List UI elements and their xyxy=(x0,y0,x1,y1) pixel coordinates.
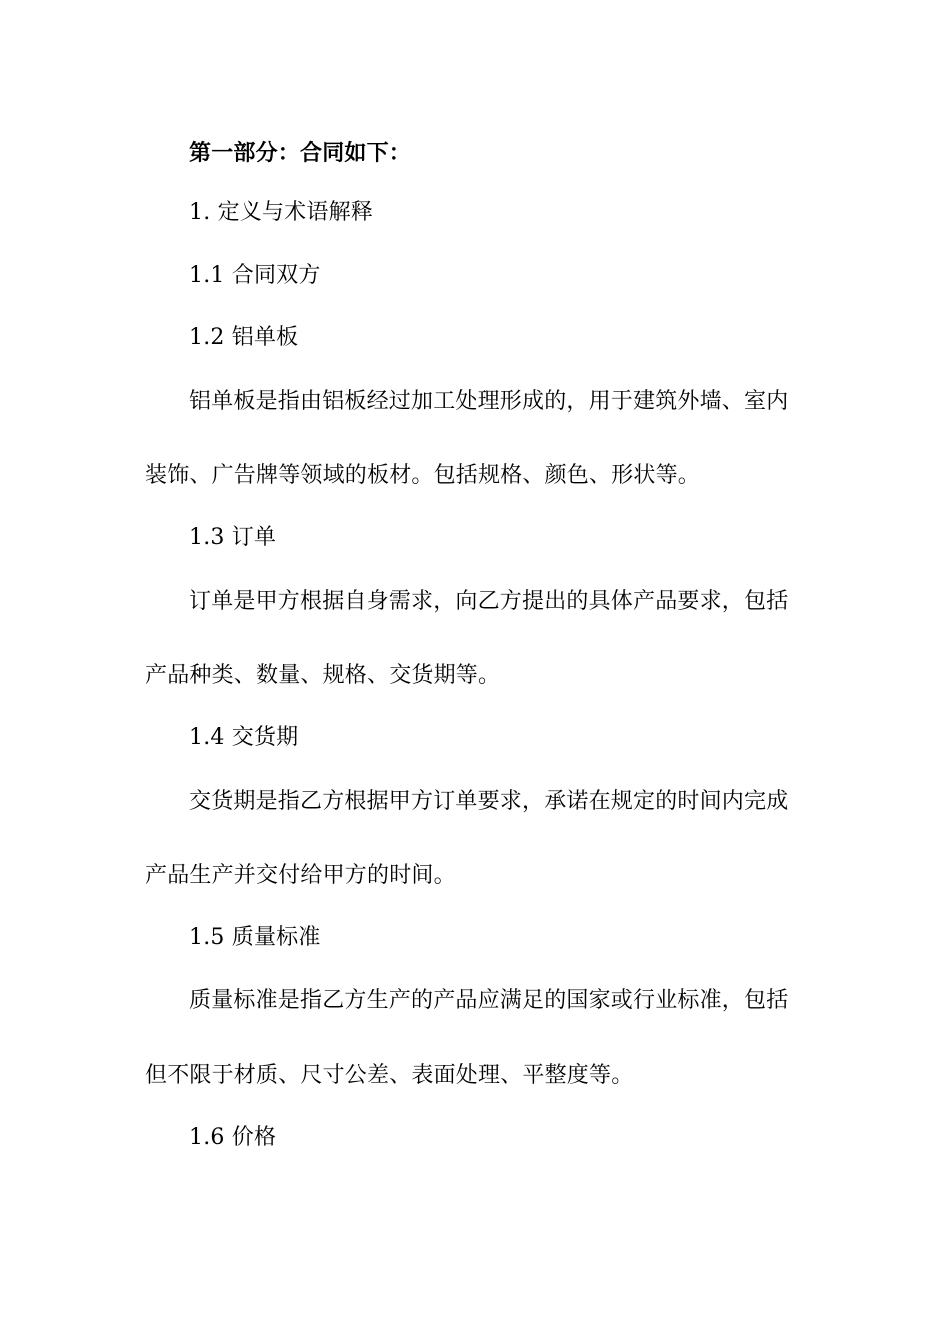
paragraph-line: 但不限于材质、尺寸公差、表面处理、平整度等。 xyxy=(145,1063,634,1088)
subsection-title: 1.5 质量标准 xyxy=(189,925,321,950)
paragraph-line: 交货期是指乙方根据甲方订单要求，承诺在规定的时间内完成 xyxy=(189,789,789,814)
section-title: 1. 定义与术语解释 xyxy=(189,200,373,225)
paragraph-line: 产品种类、数量、规格、交货期等。 xyxy=(145,663,501,688)
subsection-title: 1.3 订单 xyxy=(189,525,277,550)
part-heading: 第一部分：合同如下： xyxy=(189,140,412,166)
subsection-title: 1.6 价格 xyxy=(189,1125,277,1150)
subsection-title: 1.4 交货期 xyxy=(189,725,299,750)
subsection-title: 1.2 铝单板 xyxy=(189,325,299,350)
paragraph-line: 铝单板是指由铝板经过加工处理形成的，用于建筑外墙、室内 xyxy=(189,389,789,414)
paragraph-line: 订单是甲方根据自身需求，向乙方提出的具体产品要求，包括 xyxy=(189,589,789,614)
paragraph-line: 装饰、广告牌等领域的板材。包括规格、颜色、形状等。 xyxy=(145,463,701,488)
paragraph-line: 产品生产并交付给甲方的时间。 xyxy=(145,863,456,888)
paragraph-line: 质量标准是指乙方生产的产品应满足的国家或行业标准，包括 xyxy=(189,988,789,1013)
subsection-title: 1.1 合同双方 xyxy=(189,263,321,288)
